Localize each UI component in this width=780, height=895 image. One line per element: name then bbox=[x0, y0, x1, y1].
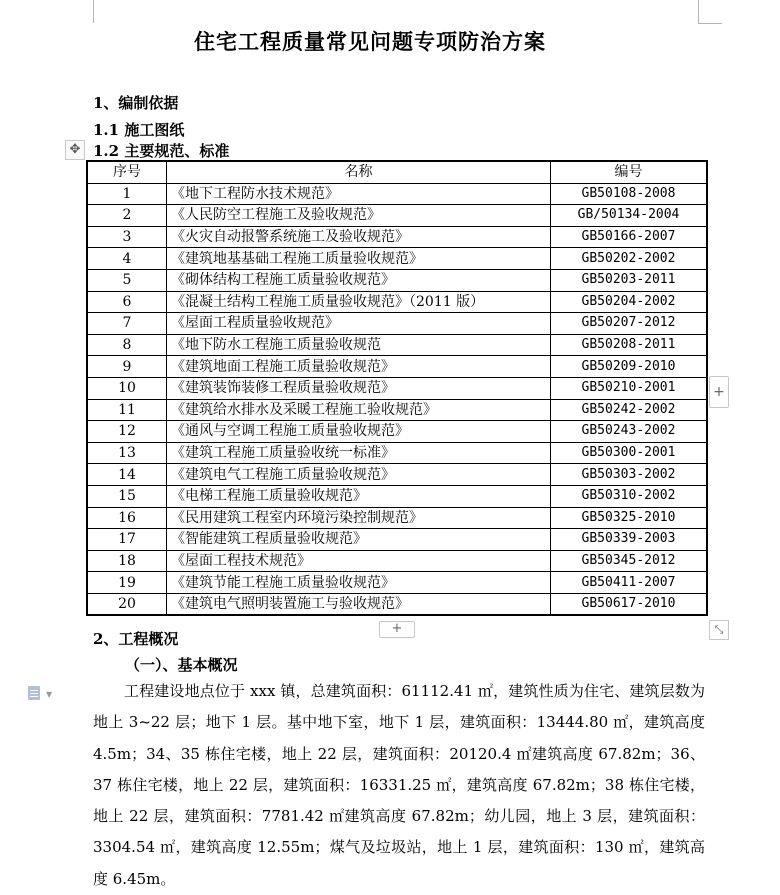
document-title: 住宅工程质量常见问题专项防治方案 bbox=[194, 29, 546, 54]
row-number-cell: 2 bbox=[87, 205, 167, 227]
page-corner-mark-right-h bbox=[698, 23, 722, 24]
table-row bbox=[87, 226, 707, 248]
standard-name-cell: 《建筑给水排水及采暖工程施工验收规范》 bbox=[167, 399, 551, 421]
table-move-icon[interactable]: ✥ bbox=[65, 140, 85, 160]
table-resize-icon[interactable]: ⤡ bbox=[709, 620, 729, 640]
standard-code-cell: GB50108-2008 bbox=[551, 183, 708, 205]
standard-code-cell: GB50204-2002 bbox=[551, 291, 708, 313]
header-cell-code: 编号 bbox=[551, 161, 708, 183]
standard-code-cell: GB50310-2002 bbox=[551, 485, 708, 507]
row-number-cell: 18 bbox=[87, 550, 167, 572]
add-row-button[interactable]: + bbox=[379, 621, 415, 638]
row-number-cell: 20 bbox=[87, 593, 167, 615]
standard-name-cell: 《屋面工程质量验收规范》 bbox=[167, 313, 551, 335]
table-row bbox=[87, 572, 707, 594]
header-cell-no: 序号 bbox=[87, 161, 167, 183]
row-number-cell: 9 bbox=[87, 356, 167, 378]
heading-1: 1、编制依据 bbox=[93, 94, 179, 112]
table-row bbox=[87, 183, 707, 205]
heading-1-2: 1.2 主要规范、标准 bbox=[93, 142, 230, 160]
standard-name-cell: 《建筑电气照明装置施工与验收规范》 bbox=[167, 593, 551, 615]
standard-code-cell: GB50207-2012 bbox=[551, 313, 708, 335]
standard-name-cell: 《建筑电气工程施工质量验收规范》 bbox=[167, 464, 551, 486]
standard-code-cell: GB50243-2002 bbox=[551, 421, 708, 443]
table-row bbox=[87, 248, 707, 270]
header-cell-name: 名称 bbox=[167, 161, 551, 183]
standard-name-cell: 《火灾自动报警系统施工及验收规范》 bbox=[167, 226, 551, 248]
standard-code-cell: GB50166-2007 bbox=[551, 226, 708, 248]
row-number-cell: 12 bbox=[87, 421, 167, 443]
page-corner-mark-right bbox=[698, 0, 699, 23]
standard-name-cell: 《地下防水工程施工质量验收规范 bbox=[167, 334, 551, 356]
table-row bbox=[87, 529, 707, 551]
body-paragraph: 工程建设地点位于 xxx 镇，总建筑面积：61112.41 ㎡，建筑性质为住宅、建筑层数为地上 3~22 层；地下 1 层。基中地下室，地下 1 层，建筑面积：13444.80 ㎡，建筑高度 4.5m；34、35 栋住宅楼，地上 22 层，建筑面积：20120.4 ㎡建筑高度 67.82m；36、37 栋住宅楼，地上 22 层，建筑面积：16331.25 ㎡，建筑高度 67.82m；38 栋住宅楼，地上 22 层，建筑面积：7781.42 ㎡建筑高度 67.82m；幼儿园，地上 3 层，建筑面积：3304.54 ㎡，建筑高度 12.55m；煤气及垃圾站，地上 1 层，建筑面积：130 ㎡，建筑高度 6.45m。 bbox=[93, 682, 705, 888]
heading-1-1: 1.1 施工图纸 bbox=[93, 121, 185, 139]
page-corner-mark-left bbox=[93, 0, 94, 23]
table-row bbox=[87, 399, 707, 421]
table-row bbox=[87, 593, 707, 615]
table-row bbox=[87, 464, 707, 486]
row-number-cell: 10 bbox=[87, 377, 167, 399]
heading-2: 2、工程概况 bbox=[93, 630, 179, 648]
standard-name-cell: 《屋面工程技术规范》 bbox=[167, 550, 551, 572]
standards-table bbox=[86, 160, 708, 616]
standard-code-cell: GB50202-2002 bbox=[551, 248, 708, 270]
row-number-cell: 6 bbox=[87, 291, 167, 313]
table-row bbox=[87, 356, 707, 378]
chevron-down-icon[interactable]: ▼ bbox=[46, 690, 53, 699]
add-column-button[interactable]: + bbox=[709, 376, 729, 408]
table-header-row bbox=[87, 161, 707, 183]
row-number-cell: 11 bbox=[87, 399, 167, 421]
heading-2-1: （一）、基本概况 bbox=[125, 656, 238, 674]
row-number-cell: 13 bbox=[87, 442, 167, 464]
standard-code-cell: GB50208-2011 bbox=[551, 334, 708, 356]
table-row bbox=[87, 269, 707, 291]
row-number-cell: 1 bbox=[87, 183, 167, 205]
document-icon[interactable] bbox=[28, 686, 40, 700]
standard-code-cell: GB50617-2010 bbox=[551, 593, 708, 615]
standard-code-cell: GB50325-2010 bbox=[551, 507, 708, 529]
standard-code-cell: GB50411-2007 bbox=[551, 572, 708, 594]
standard-name-cell: 《建筑地面工程施工质量验收规范》 bbox=[167, 356, 551, 378]
standard-code-cell: GB50300-2001 bbox=[551, 442, 708, 464]
standard-name-cell: 《通风与空调工程施工质量验收规范》 bbox=[167, 421, 551, 443]
table-row bbox=[87, 205, 707, 227]
row-number-cell: 16 bbox=[87, 507, 167, 529]
row-number-cell: 17 bbox=[87, 529, 167, 551]
standard-name-cell: 《砌体结构工程施工质量验收规范》 bbox=[167, 269, 551, 291]
standard-name-cell: 《智能建筑工程质量验收规范》 bbox=[167, 529, 551, 551]
standard-name-cell: 《建筑节能工程施工质量验收规范》 bbox=[167, 572, 551, 594]
standard-code-cell: GB50203-2011 bbox=[551, 269, 708, 291]
standard-name-cell: 《地下工程防水技术规范》 bbox=[167, 183, 551, 205]
standard-name-cell: 《建筑地基基础工程施工质量验收规范》 bbox=[167, 248, 551, 270]
standard-name-cell: 《电梯工程施工质量验收规范》 bbox=[167, 485, 551, 507]
row-number-cell: 5 bbox=[87, 269, 167, 291]
table-body bbox=[87, 183, 707, 615]
table-row bbox=[87, 377, 707, 399]
table-row bbox=[87, 550, 707, 572]
standard-code-cell: GB50242-2002 bbox=[551, 399, 708, 421]
table-row bbox=[87, 485, 707, 507]
table-row bbox=[87, 442, 707, 464]
standard-name-cell: 《建筑工程施工质量验收统一标准》 bbox=[167, 442, 551, 464]
table-row bbox=[87, 313, 707, 335]
standard-name-cell: 《人民防空工程施工及验收规范》 bbox=[167, 205, 551, 227]
row-number-cell: 8 bbox=[87, 334, 167, 356]
standard-code-cell: GB50303-2002 bbox=[551, 464, 708, 486]
standard-code-cell: GB50210-2001 bbox=[551, 377, 708, 399]
table-row bbox=[87, 291, 707, 313]
standard-code-cell: GB50339-2003 bbox=[551, 529, 708, 551]
row-number-cell: 15 bbox=[87, 485, 167, 507]
row-number-cell: 3 bbox=[87, 226, 167, 248]
standard-code-cell: GB/50134-2004 bbox=[551, 205, 708, 227]
row-number-cell: 4 bbox=[87, 248, 167, 270]
standard-name-cell: 《混凝土结构工程施工质量验收规范》（2011 版） bbox=[167, 291, 551, 313]
table-row bbox=[87, 507, 707, 529]
standard-code-cell: GB50209-2010 bbox=[551, 356, 708, 378]
row-number-cell: 14 bbox=[87, 464, 167, 486]
standard-name-cell: 《建筑装饰装修工程质量验收规范》 bbox=[167, 377, 551, 399]
table-row bbox=[87, 421, 707, 443]
standard-code-cell: GB50345-2012 bbox=[551, 550, 708, 572]
standard-name-cell: 《民用建筑工程室内环境污染控制规范》 bbox=[167, 507, 551, 529]
row-number-cell: 7 bbox=[87, 313, 167, 335]
row-number-cell: 19 bbox=[87, 572, 167, 594]
table-row bbox=[87, 334, 707, 356]
